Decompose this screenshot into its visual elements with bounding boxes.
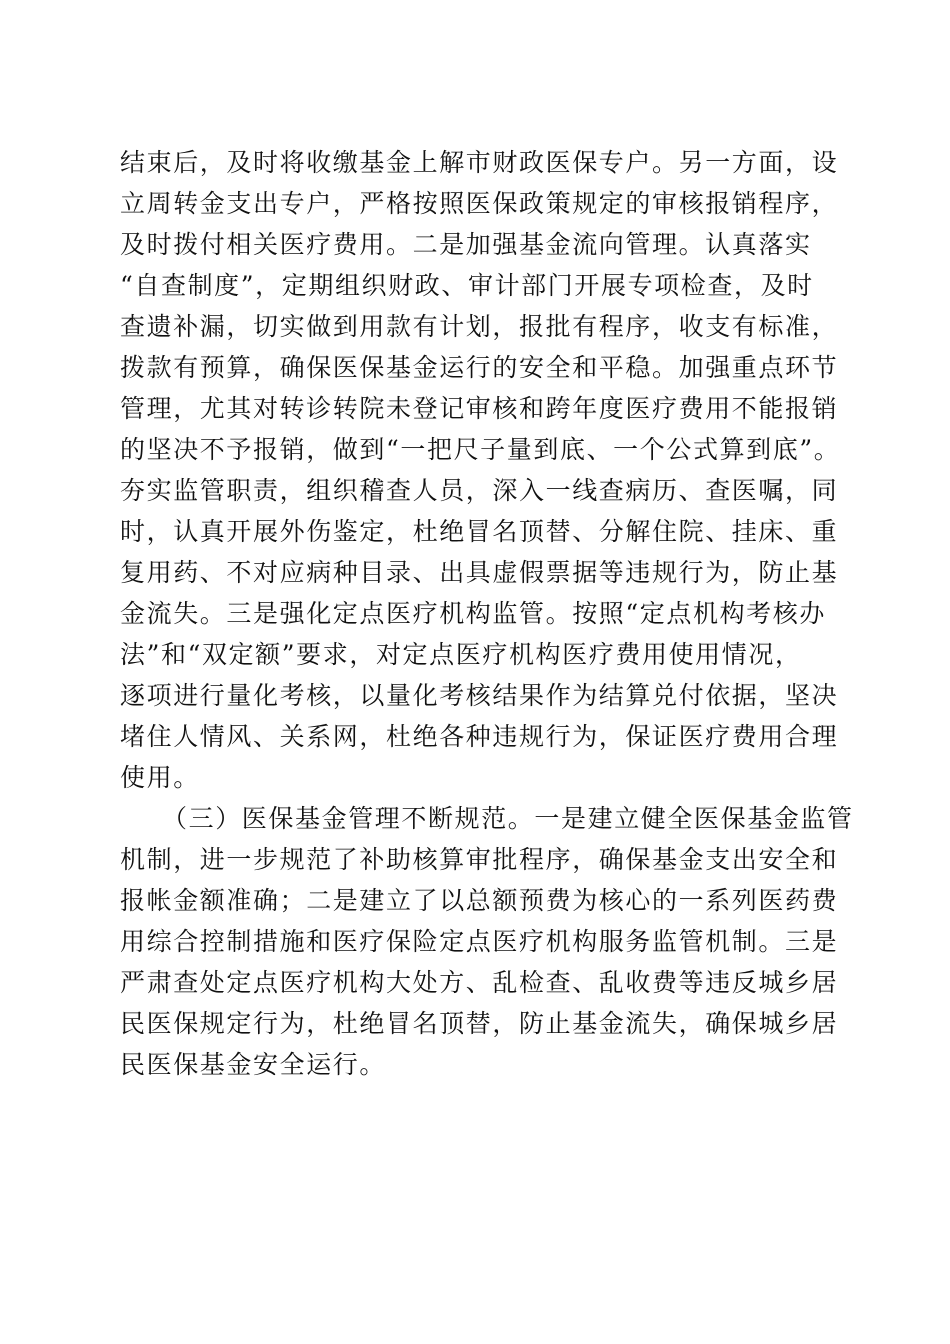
text-line: 立周转金支出专户，严格按照医保政策规定的审核报销程序， (120, 189, 839, 218)
text-line: 金流失。三是强化定点医疗机构监管。按照“定点机构考核办 (120, 599, 826, 628)
text-line: 的坚决不予报销，做到“一把尺子量到底、一个公式算到底”。 (120, 435, 841, 464)
text-line: 堵住人情风、关系网，杜绝各种违规行为，保证医疗费用合理 (120, 722, 839, 751)
text-line: 复用药、不对应病种目录、出具虚假票据等违规行为，防止基 (120, 558, 839, 587)
text-line: 民医保规定行为，杜绝冒名顶替，防止基金流失，确保城乡居 (120, 1009, 839, 1038)
text-line: 拨款有预算，确保医保基金运行的安全和平稳。加强重点环节 (120, 353, 839, 382)
text-line: 报帐金额准确；二是建立了以总额预费为核心的一系列医药费 (120, 886, 839, 915)
text-line: 法”和“双定额”要求，对定点医疗机构医疗费用使用情况， (120, 640, 802, 669)
text-line: 机制，进一步规范了补助核算审批程序，确保基金支出安全和 (120, 845, 839, 874)
text-line: 查遗补漏，切实做到用款有计划，报批有程序，收支有标准， (120, 312, 839, 341)
text-line: 夯实监管职责，组织稽查人员，深入一线查病历、查医嘱，同 (120, 476, 839, 505)
text-line: 及时拨付相关医疗费用。二是加强基金流向管理。认真落实 (120, 230, 812, 259)
text-line: 使用。 (120, 763, 200, 792)
text-line: 管理，尤其对转诊转院未登记审核和跨年度医疗费用不能报销 (120, 394, 839, 423)
text-line: 民医保基金安全运行。 (120, 1050, 387, 1079)
section-heading-line: （三）医保基金管理不断规范。一是建立健全医保基金监管 (162, 804, 854, 833)
text-line: 严肃查处定点医疗机构大处方、乱检查、乱收费等违反城乡居 (120, 968, 839, 997)
text-line: 结束后，及时将收缴基金上解市财政医保专户。另一方面，设 (120, 148, 839, 177)
text-line: 逐项进行量化考核，以量化考核结果作为结算兑付依据，坚决 (120, 681, 839, 710)
text-line: 用综合控制措施和医疗保险定点医疗机构服务监管机制。三是 (120, 927, 839, 956)
text-line: “自查制度”，定期组织财政、审计部门开展专项检查，及时 (120, 271, 814, 300)
text-line: 时，认真开展外伤鉴定，杜绝冒名顶替、分解住院、挂床、重 (120, 517, 839, 546)
